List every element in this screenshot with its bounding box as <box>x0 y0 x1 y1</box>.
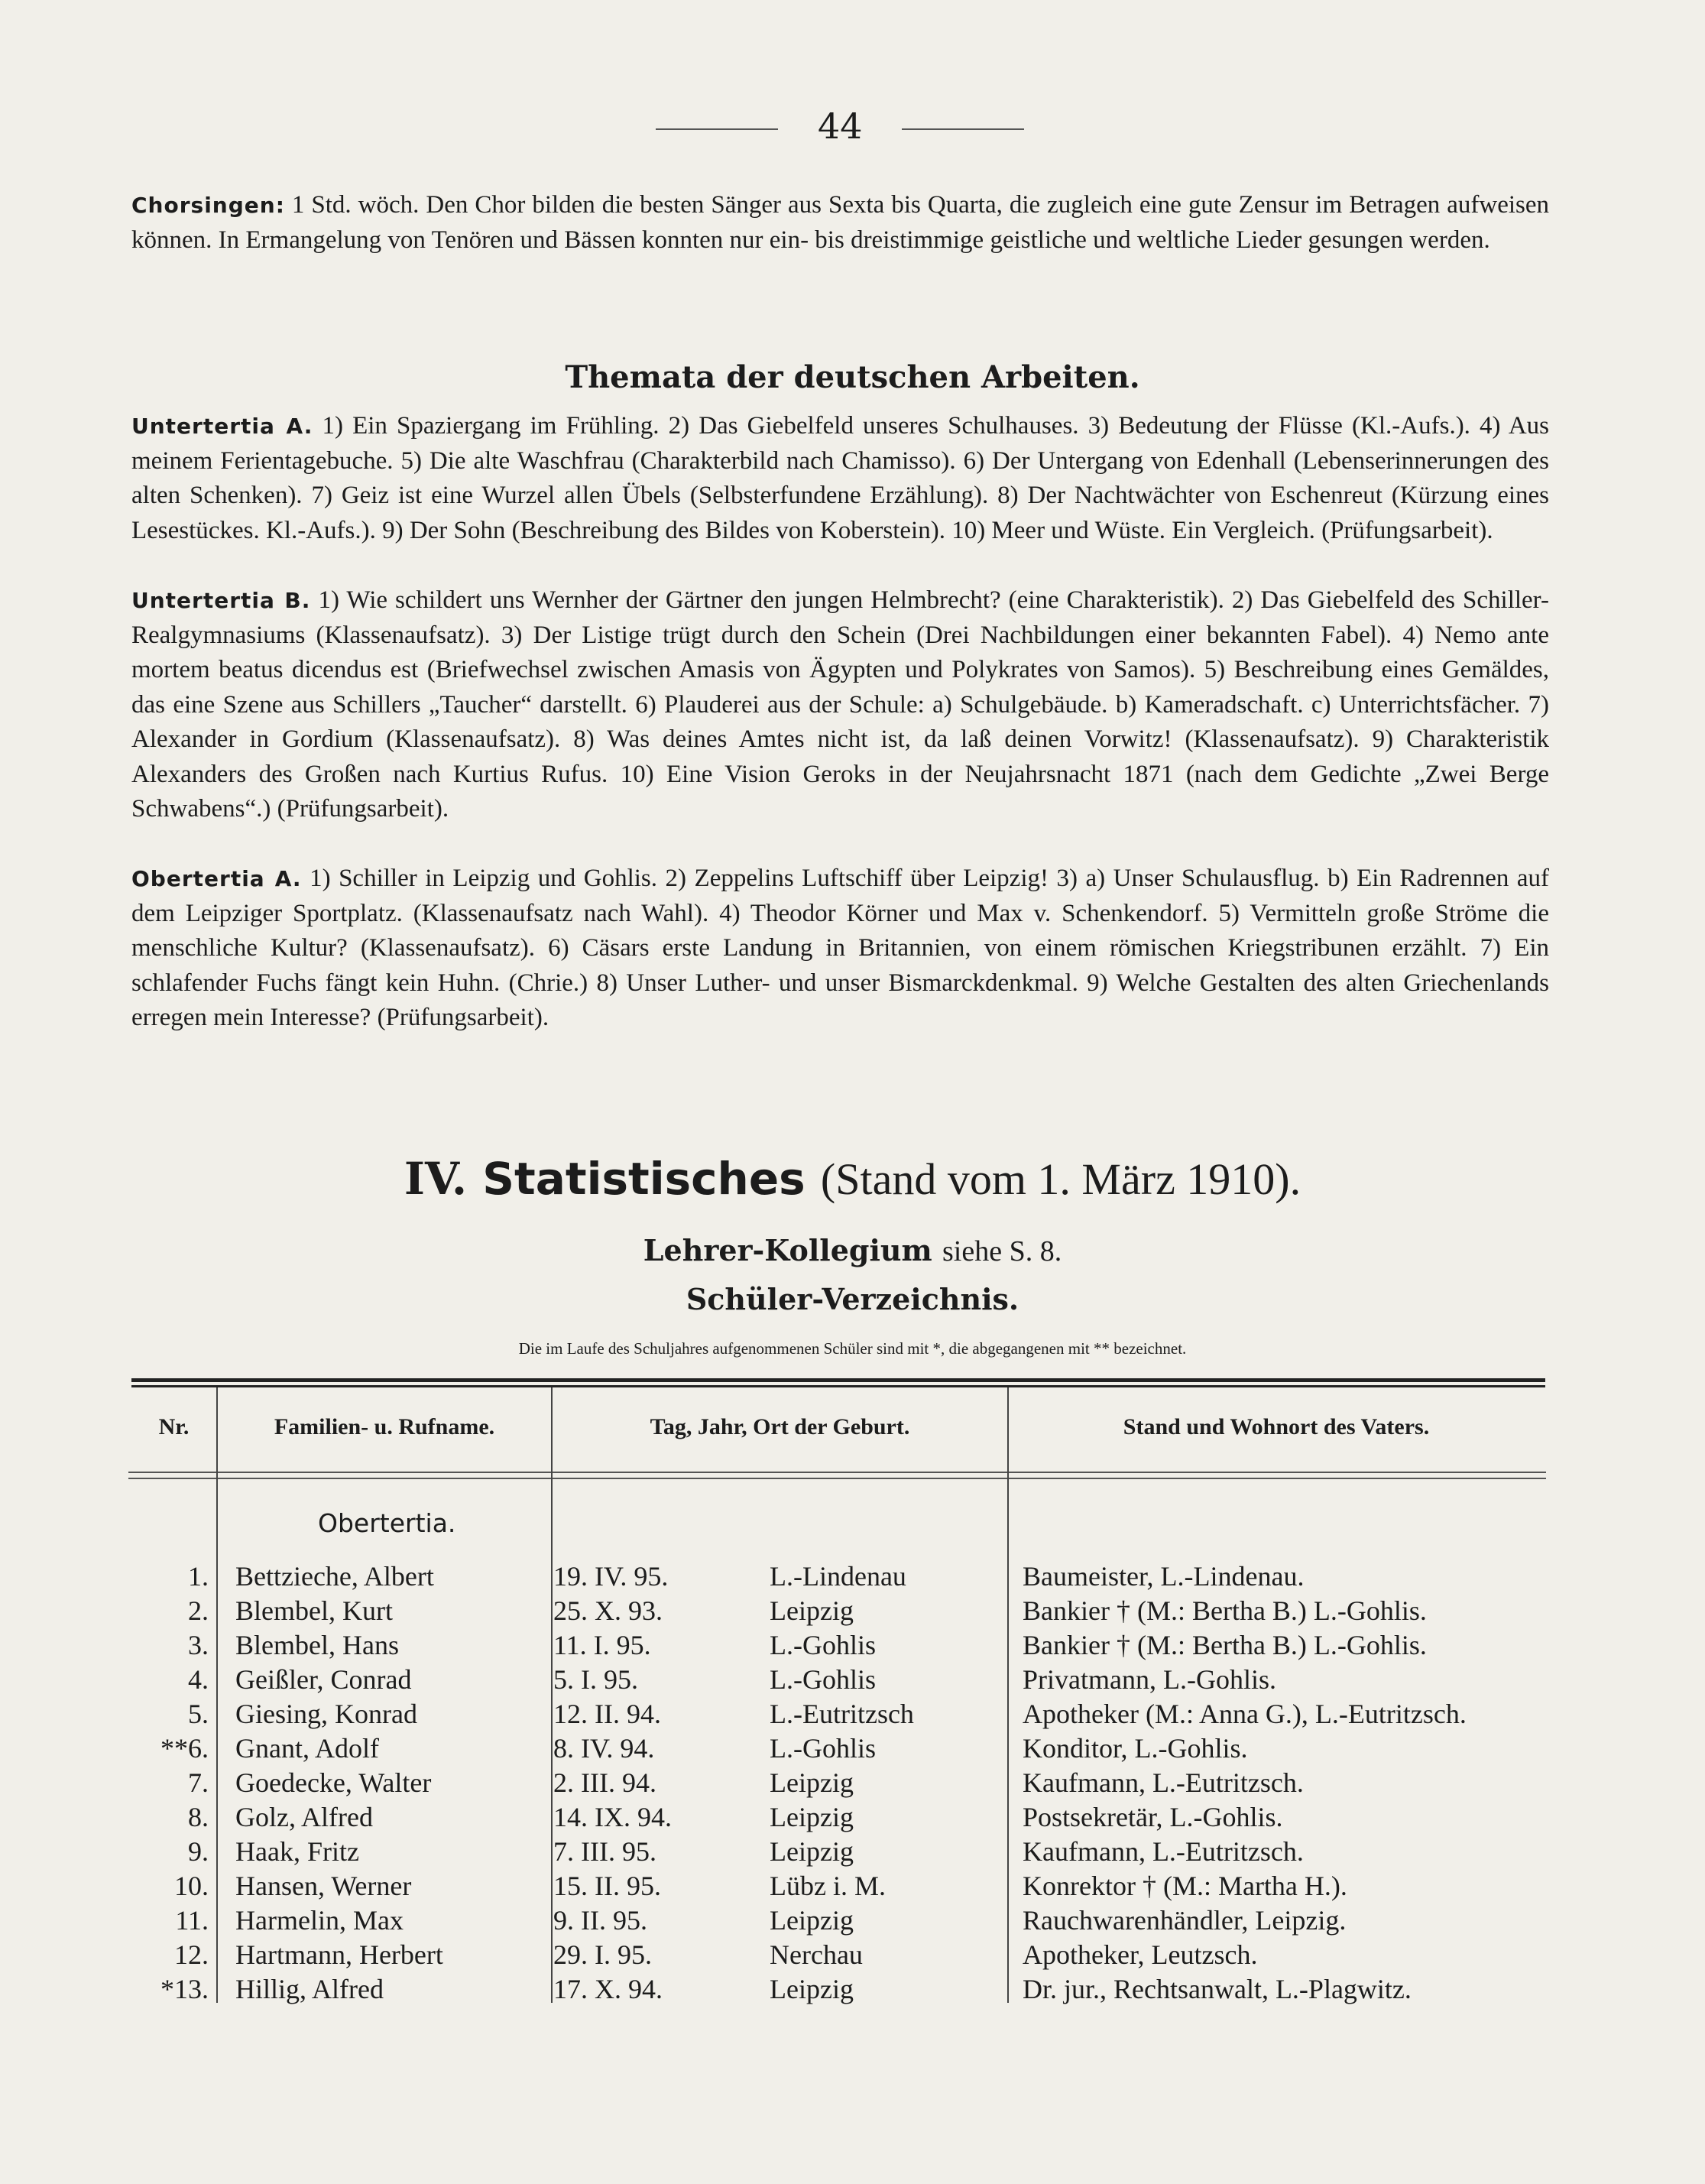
cell-date: 17. X. 94. <box>553 1974 663 2004</box>
table-row <box>0 1560 1705 1595</box>
table-row <box>0 1870 1705 1904</box>
cell-date: 25. X. 93. <box>553 1595 663 1626</box>
page-number-rule-right <box>902 128 1024 130</box>
cell-vater: Baumeister, L.-Lindenau. <box>1023 1561 1305 1592</box>
cell-ort: L.-Gohlis <box>770 1630 876 1660</box>
cell-date: 12. II. 94. <box>553 1699 661 1729</box>
table-row <box>0 1904 1705 1939</box>
untertertia-a-text: 1) Ein Spaziergang im Frühling. 2) Das Giebelfeld unseres Schulhauses. 3) Bedeutung der Flüsse (Kl.-Aufs.). 4) Aus meinem Ferientagebuche. 5) Die alte Waschfrau (Charakterbild nach Chamisso). 6) Der Untergang von Edenhall (Lebenserinnerungen des alten Schenken). 7) Geiz ist eine Wurzel allen Übels (Selbsterfundene Erzählung). 8) Der Nachtwächter von Eschenreut (Kürzung eines Lesestückes. Kl.-Aufs.). 9) Der Sohn (Beschreibung des Bildes von Koberstein). 10) Meer und Wüste. Ein Vergleich. (Prüfungsarbeit). <box>131 412 1550 544</box>
statistik-word: Statistisches <box>482 1153 805 1205</box>
cell-nr: 5. <box>188 1699 209 1729</box>
cell-vater: Apotheker, Leutzsch. <box>1023 1939 1258 1970</box>
table-footnote: Die im Laufe des Schuljahres aufgenommenen Schüler sind mit *, die abgegangenen mit ** bezeichnet. <box>518 1339 1187 1358</box>
cell-ort: L.-Eutritzsch <box>770 1699 914 1729</box>
themata-heading: Themata der deutschen Arbeiten. <box>565 359 1140 395</box>
class-section-title: Obertertia. <box>318 1508 456 1538</box>
cell-name: Gnant, Adolf <box>235 1733 379 1764</box>
cell-nr: 10. <box>174 1871 209 1901</box>
table-row <box>0 1939 1705 1973</box>
table-top-rule-thin <box>131 1385 1545 1387</box>
cell-date: 29. I. 95. <box>553 1939 652 1970</box>
cell-nr: 1. <box>188 1561 209 1592</box>
cell-vater: Bankier † (M.: Bertha B.) L.-Gohlis. <box>1023 1630 1427 1660</box>
cell-name: Golz, Alfred <box>235 1802 373 1832</box>
cell-date: 11. I. 95. <box>553 1630 651 1660</box>
cell-ort: L.-Gohlis <box>770 1664 876 1695</box>
cell-nr: **6. <box>160 1733 209 1764</box>
cell-nr: 11. <box>175 1905 209 1936</box>
cell-nr: 12. <box>174 1939 209 1970</box>
student-table-body <box>0 1560 1705 2007</box>
cell-nr: 2. <box>188 1595 209 1626</box>
cell-nr: 9. <box>188 1836 209 1867</box>
col-header-vater: Stand und Wohnort des Vaters. <box>1123 1414 1430 1439</box>
statistik-num: IV. <box>404 1153 468 1205</box>
cell-nr: 3. <box>188 1630 209 1660</box>
col-header-name: Familien- u. Rufname. <box>274 1414 495 1439</box>
cell-ort: Leipzig <box>770 1836 854 1867</box>
chorsingen-lead: Chorsingen: <box>131 193 285 218</box>
cell-ort: L.-Gohlis <box>770 1733 876 1764</box>
schueler-verzeichnis-heading: Schüler-Verzeichnis. <box>686 1282 1019 1316</box>
table-top-rule <box>131 1378 1545 1382</box>
table-row <box>0 1698 1705 1732</box>
untertertia-a-paragraph <box>131 409 1549 548</box>
cell-name: Hartmann, Herbert <box>235 1939 443 1970</box>
cell-date: 14. IX. 94. <box>553 1802 672 1832</box>
cell-name: Goedecke, Walter <box>235 1767 432 1798</box>
cell-nr: *13. <box>160 1974 209 2004</box>
cell-name: Hansen, Werner <box>235 1871 412 1901</box>
table-row <box>0 1629 1705 1663</box>
lehrer-kollegium-line <box>0 1233 1705 1268</box>
cell-vater: Konditor, L.-Gohlis. <box>1023 1733 1248 1764</box>
table-header-rule-2 <box>128 1478 1546 1479</box>
table-row <box>0 1835 1705 1870</box>
cell-name: Giesing, Konrad <box>235 1699 417 1729</box>
cell-name: Geißler, Conrad <box>235 1664 412 1695</box>
table-header-rule <box>128 1472 1546 1473</box>
cell-ort: Leipzig <box>770 1595 854 1626</box>
cell-nr: 4. <box>188 1664 209 1695</box>
cell-vater: Privatmann, L.-Gohlis. <box>1023 1664 1276 1695</box>
cell-vater: Bankier † (M.: Bertha B.) L.-Gohlis. <box>1023 1595 1427 1626</box>
untertertia-b-paragraph <box>131 583 1549 827</box>
cell-ort: L.-Lindenau <box>770 1561 906 1592</box>
cell-name: Hillig, Alfred <box>235 1974 384 2004</box>
cell-vater: Rauchwarenhändler, Leipzig. <box>1023 1905 1347 1936</box>
cell-vater: Dr. jur., Rechtsanwalt, L.-Plagwitz. <box>1023 1974 1412 2004</box>
table-row <box>0 1663 1705 1698</box>
cell-date: 5. I. 95. <box>553 1664 638 1695</box>
cell-ort: Leipzig <box>770 1802 854 1832</box>
cell-vater: Apotheker (M.: Anna G.), L.-Eutritzsch. <box>1023 1699 1467 1729</box>
cell-name: Harmelin, Max <box>235 1905 404 1936</box>
lehrer-kollegium-ref: siehe S. 8. <box>942 1235 1062 1267</box>
cell-name: Blembel, Kurt <box>235 1595 393 1626</box>
obertertia-a-paragraph <box>131 862 1549 1036</box>
untertertia-b-lead: Untertertia B. <box>131 588 311 613</box>
cell-nr: 8. <box>188 1802 209 1832</box>
page-number: 44 <box>818 105 863 147</box>
untertertia-b-text: 1) Wie schildert uns Wernher der Gärtner den jungen Helmbrecht? (eine Charakteristik). 2) Das Giebelfeld des Schiller-Realgymnasiums (Klassenaufsatz). 3) Der Listige trügt durch den Schein (Drei Nachbildungen einer bekannten Fabel). 4) Nemo ante mortem beatus dicendus est (Briefwechsel zwischen Amasis von Ägypten und Polykrates von Samos). 5) Beschreibung eines Gemäldes, das eine Szene aus Schillers „Taucher“ darstellt. 6) Plauderei aus der Schule: a) Schulgebäude. b) Kameradschaft. c) Unterrichtsfächer. 7) Alexander in Gordium (Klassenaufsatz). 8) Was deines Amtes nicht ist, da laß deinen Vorwitz! (Klassenaufsatz). 9) Charakteristik Alexanders des Großen nach Kurtius Rufus. 10) Eine Vision Geroks in der Neujahrsnacht 1871 (nach dem Gedichte „Zwei Berge Schwabens“.) (Prüfungsarbeit). <box>131 586 1550 823</box>
cell-date: 15. II. 95. <box>553 1871 661 1901</box>
lehrer-kollegium-label: Lehrer-Kollegium <box>643 1233 932 1267</box>
chorsingen-text: 1 Std. wöch. Den Chor bilden die besten Sänger aus Sexta bis Quarta, die zugleich eine gute Zensur im Betragen aufweisen können. In Ermangelung von Tenören und Bässen konnten nur ein- bis dreistimmige geistliche und weltliche Lieder gesungen werden. <box>131 191 1550 254</box>
cell-vater: Konrektor † (M.: Martha H.). <box>1023 1871 1347 1901</box>
cell-ort: Nerchau <box>770 1939 863 1970</box>
cell-vater: Kaufmann, L.-Eutritzsch. <box>1023 1836 1304 1867</box>
obertertia-a-lead: Obertertia A. <box>131 866 302 891</box>
table-row <box>0 1767 1705 1801</box>
cell-vater: Postsekretär, L.-Gohlis. <box>1023 1802 1283 1832</box>
cell-ort: Lübz i. M. <box>770 1871 886 1901</box>
table-row <box>0 1801 1705 1835</box>
cell-ort: Leipzig <box>770 1974 854 2004</box>
obertertia-a-text: 1) Schiller in Leipzig und Gohlis. 2) Zeppelins Luftschiff über Leipzig! 3) a) Unser Schulausflug. b) Ein Radrennen auf dem Leipziger Sportplatz. (Klassenaufsatz nach Wahl). 4) Theodor Körner und Max v. Schenkendorf. 5) Vermitteln große Ströme die menschliche Kultur? (Klassenaufsatz). 6) Cäsars erste Landung in Britannien, von einem römischen Kriegstribunen erzählt. 7) Ein schlafender Fuchs fängt kein Huhn. (Chrie.) 8) Unser Luther- und unser Bismarckdenkmal. 9) Welche Gestalten des alten Griechenlands erregen mein Interesse? (Prüfungsarbeit). <box>131 865 1550 1031</box>
cell-nr: 7. <box>188 1767 209 1798</box>
statistik-heading <box>0 1153 1705 1205</box>
cell-vater: Kaufmann, L.-Eutritzsch. <box>1023 1767 1304 1798</box>
table-row <box>0 1595 1705 1629</box>
cell-name: Blembel, Hans <box>235 1630 399 1660</box>
col-header-geburt: Tag, Jahr, Ort der Geburt. <box>650 1414 910 1439</box>
cell-name: Bettzieche, Albert <box>235 1561 434 1592</box>
cell-date: 8. IV. 94. <box>553 1733 655 1764</box>
col-header-nr: Nr. <box>158 1414 190 1439</box>
cell-ort: Leipzig <box>770 1767 854 1798</box>
table-row <box>0 1732 1705 1767</box>
cell-date: 2. III. 94. <box>553 1767 656 1798</box>
cell-date: 9. II. 95. <box>553 1905 647 1936</box>
chorsingen-paragraph <box>131 188 1549 258</box>
untertertia-a-lead: Untertertia A. <box>131 414 313 439</box>
page-number-rule-left <box>656 128 778 130</box>
cell-date: 7. III. 95. <box>553 1836 656 1867</box>
table-row <box>0 1973 1705 2007</box>
statistik-rest: (Stand vom 1. März 1910). <box>820 1154 1301 1204</box>
cell-ort: Leipzig <box>770 1905 854 1936</box>
cell-date: 19. IV. 95. <box>553 1561 669 1592</box>
cell-name: Haak, Fritz <box>235 1836 359 1867</box>
